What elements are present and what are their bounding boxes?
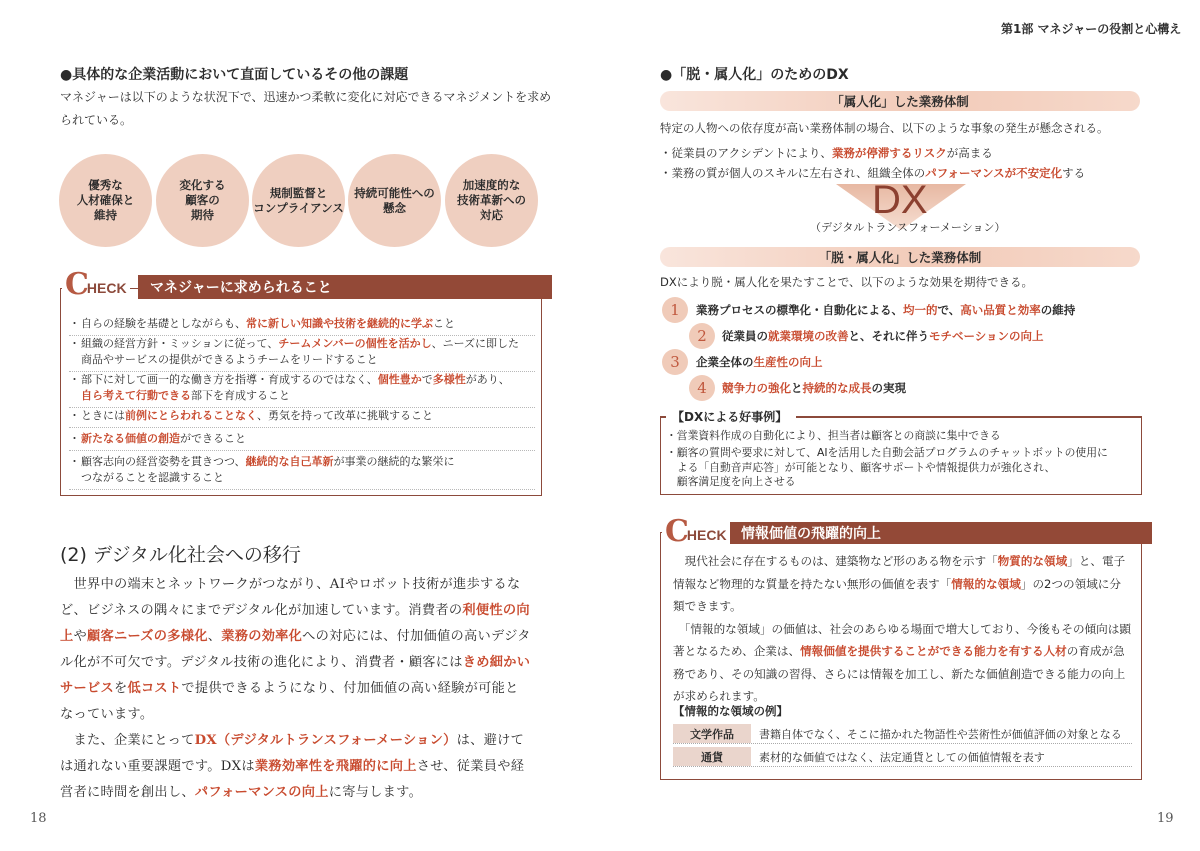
example-line	[666, 474, 796, 490]
highlight-text: 物質的な領域	[997, 554, 1068, 568]
check-body-line	[673, 640, 1133, 663]
highlight-text: 顧客ニーズの多様化	[87, 629, 208, 644]
text-segment: で提供できるようになり、付加価値の高い経験が可能と	[181, 681, 519, 696]
dx-examples-title: 【DXによる好事例】	[668, 408, 791, 425]
check-title: マネジャーに求められること	[138, 275, 552, 299]
body-line	[60, 572, 550, 598]
highlight-text: 前例にとらわれることなく	[125, 409, 257, 422]
check-item-line	[69, 372, 535, 388]
highlight-text: 利便性の向	[462, 603, 530, 618]
body-line	[60, 702, 550, 728]
text-segment: 顧客満足度を向上させる	[666, 475, 796, 488]
text-segment: ル化が不可欠です。デジタル技術の進化により、消費者・顧客には	[60, 655, 463, 670]
right-para1: 特定の人物への依存度が高い業務体制の場合、以下のような事象の発生が懸念される。	[660, 121, 1109, 135]
text-segment: 務であり、その知識の習得、さらには情報を加工し、新たな価値創造できる能力の向上	[673, 666, 1126, 681]
check-body-line	[673, 663, 1133, 686]
right-para2: DXにより脱・属人化を果たすことで、以下のような効果を期待できる。	[660, 275, 1033, 289]
text-segment: ・営業資料作成の自動化により、担当者は顧客との商談に集中できる	[666, 429, 1001, 442]
body-line	[60, 676, 550, 702]
highlight-text: 均一的	[903, 303, 938, 317]
check-logo	[662, 514, 730, 549]
example-line	[666, 445, 1108, 461]
text-segment: が高まる	[946, 146, 993, 160]
highlight-text: 継続的な自己革新	[245, 455, 334, 468]
text-segment: ができること	[180, 432, 246, 445]
text-segment: で	[421, 373, 433, 386]
highlight-text: 自ら考えて行動できる	[81, 389, 191, 402]
text-segment: 企業全体の	[696, 355, 754, 369]
highlight-text: 業務が停滞するリスク	[831, 146, 947, 160]
challenge-circle: 加速度的な 技術革新への 対応	[445, 154, 538, 247]
check-logo-heck: HECK	[86, 280, 127, 296]
left-body-text	[60, 572, 550, 806]
check-item-line	[69, 316, 535, 332]
text-segment: を	[113, 681, 128, 696]
text-segment: が事業の継続的な繁栄に	[333, 455, 455, 468]
text-segment: 部下を育成すること	[191, 389, 290, 402]
text-segment: 情報など物理的な質量を持たない無形の価値を表す「	[673, 576, 952, 591]
highlight-text: DX（デジタルトランスフォーメーション）	[194, 733, 457, 748]
text-segment: と、それに伴う	[848, 329, 929, 343]
body-line	[60, 598, 550, 624]
text-segment: 自らの経験を基礎としながらも、	[81, 317, 246, 330]
highlight-text: パフォーマンスが不安定化	[925, 166, 1063, 180]
text-segment: 組織の経営方針・ミッションに従って、	[81, 337, 279, 350]
challenge-circle: 優秀な 人材確保と 維持	[59, 154, 152, 247]
bar-zokujinka: 「属人化」した業務体制	[660, 91, 1140, 111]
highlight-text: 競争力の強化	[722, 381, 791, 395]
check-logo-heck: HECK	[686, 527, 727, 543]
check-item	[69, 316, 535, 336]
highlight-text: パフォーマンスの向上	[194, 785, 329, 800]
text-segment: 、	[207, 629, 222, 644]
check-item-line	[69, 454, 535, 470]
text-segment: 「情報的な領域」の価値は、社会のあらゆる場面で増大しており、今後もその傾向は顕	[673, 621, 1131, 636]
check-item-line	[69, 408, 535, 424]
table-value: 書籍自体でなく、そこに描かれた物語性や芸術性が価値評価の対象となる	[759, 728, 1122, 741]
check-item	[69, 454, 535, 490]
check-body-text	[673, 550, 1133, 708]
check-item	[69, 336, 535, 372]
highlight-text: 多様性	[432, 373, 466, 386]
check-logo-c: C	[665, 514, 689, 549]
bullet-item	[660, 144, 993, 162]
box-top-line	[796, 416, 1142, 418]
bullet-dot: ・	[69, 373, 80, 386]
text-segment: の実現	[871, 381, 906, 395]
text-segment: 、ニーズに即した	[431, 337, 520, 350]
text-segment: よる「自動音声応答」が可能となり、顧客サポートや情報提供力が強化され、	[666, 461, 1056, 474]
challenge-circle: 持続可能性への 懸念	[348, 154, 441, 247]
bullet-dot: ・	[69, 432, 80, 445]
intro-line: マネジャーは以下のような状況下で、迅速かつ柔軟に変化に対応できるマネジメントを求め	[60, 90, 552, 104]
page-number-right: 19	[1157, 811, 1174, 826]
bullet-dot: ・	[69, 409, 80, 422]
challenge-circle: 変化する 顧客の 期待	[156, 154, 249, 247]
check-body-line	[673, 573, 1133, 596]
check-logo-c: C	[65, 267, 89, 302]
check-item	[69, 431, 535, 451]
text-segment: 業務プロセスの標準化・自動化による、	[696, 303, 903, 317]
page-number-left: 18	[30, 811, 47, 826]
text-segment: は、避けて	[456, 733, 525, 748]
highlight-text: 高い品質と効率	[960, 303, 1041, 317]
highlight-text: モチベーションの向上	[929, 329, 1044, 343]
highlight-text: 新たなる価値の創造	[81, 432, 180, 445]
effect-text	[696, 353, 823, 371]
highlight-text: 情報的な領域	[951, 576, 1021, 591]
text-segment: ときには	[81, 409, 125, 422]
highlight-text: きめ細かい	[462, 655, 531, 670]
bullet-dot: ・	[69, 317, 80, 330]
text-segment: させ、従業員や経	[416, 759, 525, 774]
left-section-title: ●具体的な企業活動において直面しているその他の課題	[60, 67, 409, 83]
effect-number: 2	[689, 323, 715, 349]
body-line	[60, 754, 550, 780]
text-segment: 従業員の	[722, 329, 768, 343]
bullet-dot: ・	[69, 337, 80, 350]
check-item-line	[69, 470, 535, 486]
highlight-text: チームメンバーの個性を活かし	[278, 337, 432, 350]
highlight-text: 常に新しい知識や技術を継続的に学ぶ	[246, 317, 433, 330]
check-item	[69, 408, 535, 428]
check-item-line	[69, 388, 535, 404]
text-segment: 営者に時間を創出し、	[60, 785, 195, 800]
effect-text	[696, 301, 1075, 319]
text-segment: また、企業にとって	[60, 733, 195, 748]
text-segment: 顧客志向の経営姿勢を貫きつつ、	[81, 455, 246, 468]
text-segment: 」の2つの領域に分	[1020, 576, 1121, 591]
left-intro	[60, 86, 560, 132]
table-key: 文学作品	[673, 724, 751, 743]
text-segment: 」と、電子	[1067, 554, 1126, 568]
check-body-line	[673, 595, 1133, 618]
check-item	[69, 372, 535, 408]
text-segment: 現代社会に存在するものは、建築物など形のある物を示す「	[673, 554, 998, 568]
highlight-text: 業務の効率化	[221, 629, 303, 644]
bar-datsu-zokujinka: 「脱・属人化」した業務体制	[660, 247, 1140, 267]
running-header: 第1部 マネジャーの役割と心構え	[1001, 22, 1182, 36]
text-segment: こと	[433, 317, 455, 330]
text-segment: や	[73, 629, 87, 644]
highlight-text: 就業環境の改善	[768, 329, 849, 343]
text-segment: ど、ビジネスの隅々にまでデジタル化が加速しています。消費者の	[60, 603, 463, 618]
effect-number: 1	[662, 297, 688, 323]
text-segment: と	[791, 381, 803, 395]
body-line	[60, 650, 550, 676]
text-segment: 世界中の端末とネットワークがつながり、AIやロボット技術が進歩するな	[60, 577, 521, 592]
text-segment: つながることを認識すること	[81, 471, 224, 484]
check-title: 情報価値の飛躍的向上	[729, 522, 1152, 544]
check-item-line	[69, 431, 535, 447]
text-segment: 、勇気を持って改革に挑戦すること	[257, 409, 433, 422]
text-segment: は通れない重要課題です。DXは	[60, 759, 255, 774]
subsection-heading: (2) デジタル化社会への移行	[60, 544, 301, 566]
text-segment: への対応には、付加価値の高いデジタ	[302, 629, 531, 644]
text-segment: があり、	[465, 373, 510, 386]
text-segment: 部下に対して画一的な働き方を指導・育成するのではなく、	[81, 373, 378, 386]
text-segment: に寄与します。	[328, 785, 423, 800]
highlight-text: 低コスト	[127, 681, 182, 696]
highlight-text: 情報価値を提供することができる能力を有する人材	[800, 644, 1067, 658]
table-row	[673, 747, 1132, 767]
text-segment: の育成が急	[1066, 644, 1125, 658]
dx-label: DX	[872, 178, 928, 222]
check-item-line	[69, 336, 535, 352]
right-section-title: ●「脱・属人化」のためのDX	[660, 67, 849, 83]
table-value: 素材的な価値ではなく、法定通貨としての価値情報を表す	[759, 751, 1045, 764]
text-segment: ・従業員のアクシデントにより、	[660, 146, 832, 160]
highlight-text: 業務効率性を飛躍的に向上	[254, 759, 417, 774]
text-segment: なっています。	[60, 707, 154, 722]
table-key: 通貨	[673, 747, 751, 766]
highlight-text: 上	[60, 629, 74, 644]
text-segment: で、	[937, 303, 961, 317]
effect-number: 3	[662, 349, 688, 375]
text-segment: ・業務の質が個人のスキルに左右され、組織全体の	[660, 166, 926, 180]
dx-subtitle: （デジタルトランスフォーメーション）	[810, 221, 1006, 234]
effect-number: 4	[689, 375, 715, 401]
text-segment: 商品やサービスの提供ができるようチームをリードすること	[81, 353, 378, 366]
check-logo	[62, 267, 130, 302]
effect-text	[722, 379, 906, 397]
body-line	[60, 728, 550, 754]
highlight-text: 個性豊か	[377, 373, 422, 386]
table-row	[673, 724, 1132, 744]
challenge-circle: 規制監督と コンプライアンス	[252, 154, 345, 247]
text-segment: する	[1062, 166, 1086, 180]
text-segment: 著となるため、企業は、	[673, 644, 801, 658]
effect-text	[722, 327, 1044, 345]
check-body-line	[673, 618, 1133, 641]
text-segment: の維持	[1040, 303, 1076, 317]
example-line	[666, 428, 1001, 444]
highlight-text: サービス	[60, 681, 114, 696]
highlight-text: 持続的な成長	[802, 381, 872, 395]
text-segment: ・顧客の質問や要求に対して、AIを活用した自動会話プログラムのチャットボットの使用に	[666, 446, 1108, 459]
check-body-line	[673, 550, 1133, 573]
body-line	[60, 624, 550, 650]
text-segment: 類できます。	[673, 599, 742, 613]
body-line	[60, 780, 550, 806]
text-segment: が求められます。	[673, 689, 765, 703]
bullet-dot: ・	[69, 455, 80, 468]
intro-line: られている。	[60, 113, 133, 127]
table-title: 【情報的な領域の例】	[673, 704, 788, 718]
highlight-text: 生産性の向上	[753, 355, 823, 369]
box-corner	[660, 416, 666, 418]
check-item-line	[69, 352, 535, 368]
